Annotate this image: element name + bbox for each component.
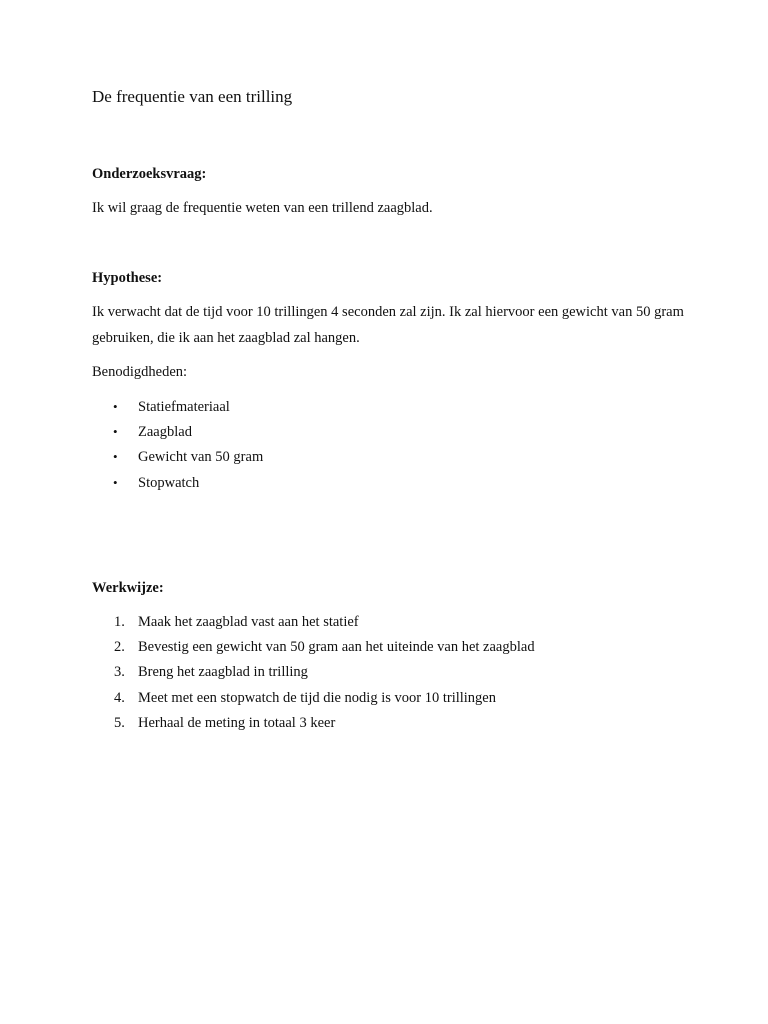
list-item-text: Bevestig een gewicht van 50 gram aan het uiteinde van het zaagblad (138, 639, 535, 656)
list-item (92, 713, 535, 738)
bullet-marker: • (113, 449, 118, 465)
bullet-marker: • (113, 474, 118, 490)
list-item-text: Meet met een stopwatch de tijd die nodig is voor 10 trillingen (138, 689, 496, 706)
list-item (92, 688, 535, 713)
list-item (92, 473, 263, 498)
method-steps-list (92, 612, 535, 738)
list-item (92, 397, 263, 422)
list-item-text: Statiefmateriaal (138, 399, 230, 415)
list-item (92, 447, 263, 472)
list-item (92, 662, 535, 687)
list-item-text: Gewicht van 50 gram (138, 449, 264, 466)
list-item (92, 637, 535, 662)
list-item-text: Breng het zaagblad in trilling (138, 664, 308, 681)
step-number: 1. (114, 614, 125, 630)
list-item-text: Stopwatch (138, 474, 200, 491)
document-title: De frequentie van een trilling (92, 87, 293, 106)
hypothesis-text: Ik verwacht dat de tijd voor 10 trillingen 4 seconden zal zijn. Ik zal hiervoor een gewicht van 50 gram gebruiken, die ik aan het zaagblad zal hangen. (92, 304, 684, 346)
method-heading: Werkwijze: (92, 580, 164, 596)
list-item-text: Herhaal de meting in totaal 3 keer (138, 714, 336, 731)
materials-label: Benodigdheden: (92, 364, 188, 380)
step-number: 2. (114, 639, 125, 656)
materials-list (92, 397, 263, 498)
list-item-text: Zaagblad (138, 424, 192, 441)
bullet-marker: • (113, 424, 118, 440)
step-number: 4. (114, 689, 125, 706)
step-number: 5. (114, 714, 125, 731)
research-question-text: Ik wil graag de frequentie weten van een trillend zaagblad. (92, 200, 433, 216)
list-item-text: Maak het zaagblad vast aan het statief (138, 614, 359, 630)
list-item (92, 612, 535, 637)
step-number: 3. (114, 664, 125, 681)
research-question-heading: Onderzoeksvraag: (92, 166, 207, 182)
bullet-marker: • (113, 399, 118, 414)
hypothesis-heading: Hypothese: (92, 270, 163, 286)
list-item (92, 422, 263, 447)
